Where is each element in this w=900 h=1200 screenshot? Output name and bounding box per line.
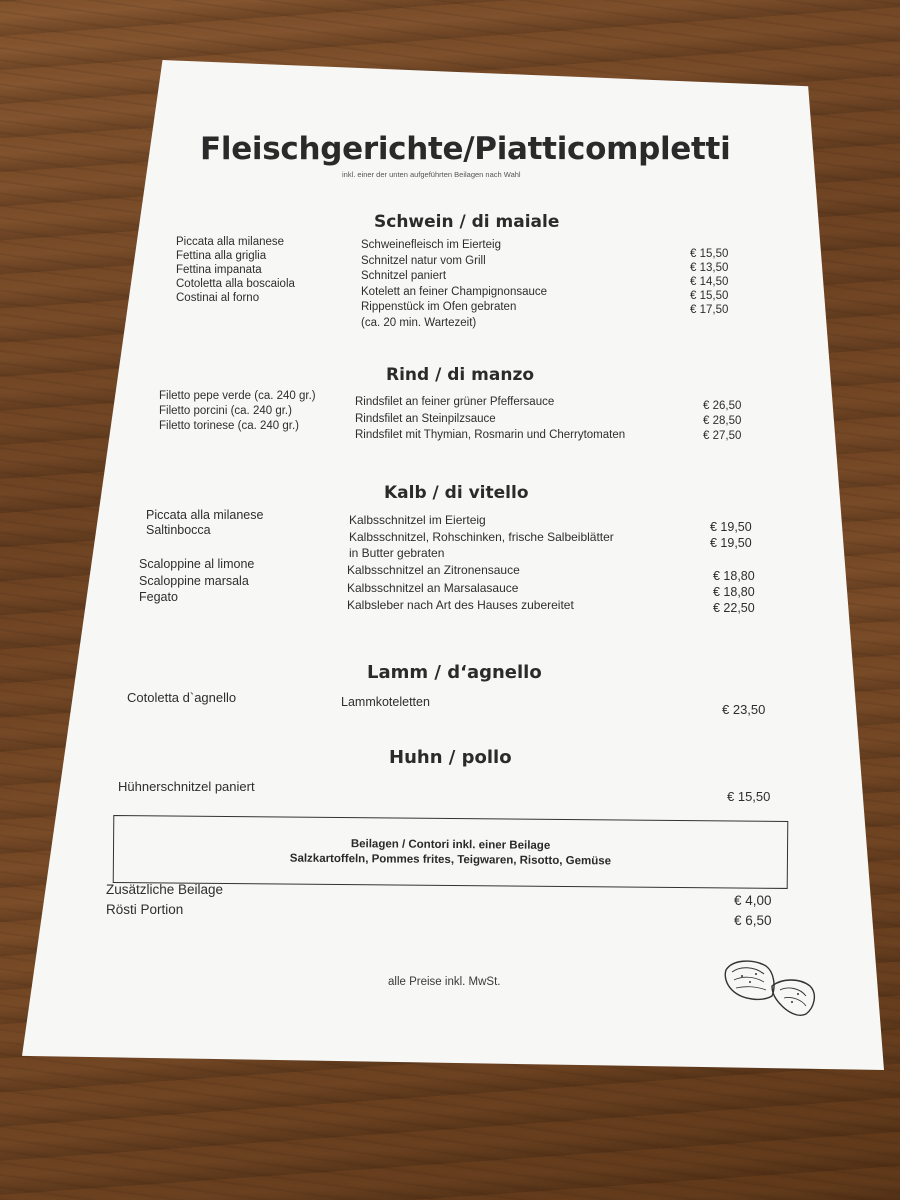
german-description: in Butter gebraten	[349, 546, 445, 560]
german-description: Rippenstück im Ofen gebraten	[361, 301, 517, 313]
section-heading-rind: Rind / di manzo	[386, 365, 535, 385]
italian-name: Hühnerschnitzel paniert	[118, 779, 255, 794]
price: € 14,50	[690, 276, 729, 288]
extra-item-label: Rösti Portion	[106, 902, 184, 917]
price: € 13,50	[690, 262, 729, 274]
italian-name: Costinai al forno	[176, 292, 260, 304]
menu-subtitle: inkl. einer der unten aufgeführten Beilagen nach Wahl	[342, 170, 521, 179]
german-description: Kotelett an feiner Champignonsauce	[361, 285, 548, 298]
price: € 18,80	[713, 585, 755, 599]
german-description: Schweinefleisch im Eierteig	[361, 239, 501, 251]
price: € 27,50	[703, 430, 742, 442]
italian-name: Filetto porcini (ca. 240 gr.)	[159, 405, 292, 417]
italian-name: Filetto torinese (ca. 240 gr.)	[159, 420, 299, 432]
italian-name: Piccata alla milanese	[176, 236, 285, 248]
price: € 15,50	[690, 290, 729, 302]
extra-item-price: € 6,50	[734, 913, 772, 928]
price: € 15,50	[690, 248, 729, 260]
italian-name: Fettina alla griglia	[176, 250, 267, 262]
italian-name: Fegato	[139, 590, 178, 604]
price: € 19,50	[710, 520, 752, 534]
italian-name: Saltinbocca	[146, 523, 211, 537]
german-description: Kalbsschnitzel an Zitronensauce	[347, 563, 520, 577]
section-heading-schwein: Schwein / di maiale	[374, 212, 560, 232]
section-heading-lamm: Lamm / d‘agnello	[367, 662, 542, 683]
german-description: Kalbsleber nach Art des Hauses zubereitet	[347, 598, 574, 612]
italian-name: Scaloppine al limone	[139, 557, 255, 571]
price: € 15,50	[727, 789, 771, 804]
sides-box	[113, 815, 789, 889]
sides-list: Salzkartoffeln, Pommes frites, Teigwaren, Risotto, Gemüse	[289, 852, 612, 868]
italian-name: Cotoletta d`agnello	[127, 690, 237, 705]
italian-name: Scaloppine marsala	[139, 573, 249, 588]
extra-item-price: € 4,00	[734, 893, 772, 908]
italian-name: Cotoletta alla boscaiola	[176, 278, 295, 290]
price: € 17,50	[690, 304, 729, 316]
extra-item-label: Zusätzliche Beilage	[106, 882, 224, 897]
german-description: Schnitzel paniert	[361, 270, 447, 282]
price: € 23,50	[722, 702, 766, 717]
section-heading-huhn: Huhn / pollo	[389, 747, 512, 768]
german-description: Lammkoteletten	[341, 695, 430, 709]
german-description: Rindsfilet mit Thymian, Rosmarin und Cherrytomaten	[355, 429, 626, 441]
ravioli-illustration	[722, 956, 822, 1022]
section-heading-kalb: Kalb / di vitello	[384, 483, 529, 503]
german-description: Rindsfilet an feiner grüner Pfeffersauce	[355, 396, 555, 408]
german-description: (ca. 20 min. Wartezeit)	[361, 316, 477, 329]
sides-heading: Beilagen / Contori inkl. einer Beilage	[350, 838, 551, 852]
german-description: Kalbsschnitzel an Marsalasauce	[347, 580, 519, 595]
german-description: Kalbsschnitzel, Rohschinken, frische Salbeiblätter	[349, 529, 614, 544]
price: € 28,50	[703, 415, 742, 427]
german-description: Schnitzel natur vom Grill	[361, 254, 486, 267]
vat-footnote: alle Preise inkl. MwSt.	[388, 976, 501, 988]
menu-title: Fleischgerichte/Piatticompletti	[200, 131, 731, 167]
price: € 19,50	[710, 536, 752, 550]
italian-name: Filetto pepe verde (ca. 240 gr.)	[159, 390, 316, 402]
german-description: Rindsfilet an Steinpilzsauce	[355, 412, 496, 425]
italian-name: Fettina impanata	[176, 264, 262, 276]
italian-name: Piccata alla milanese	[146, 508, 264, 522]
price: € 18,80	[713, 569, 755, 583]
price: € 22,50	[713, 601, 755, 615]
price: € 26,50	[703, 400, 742, 412]
german-description: Kalbsschnitzel im Eierteig	[349, 513, 486, 527]
